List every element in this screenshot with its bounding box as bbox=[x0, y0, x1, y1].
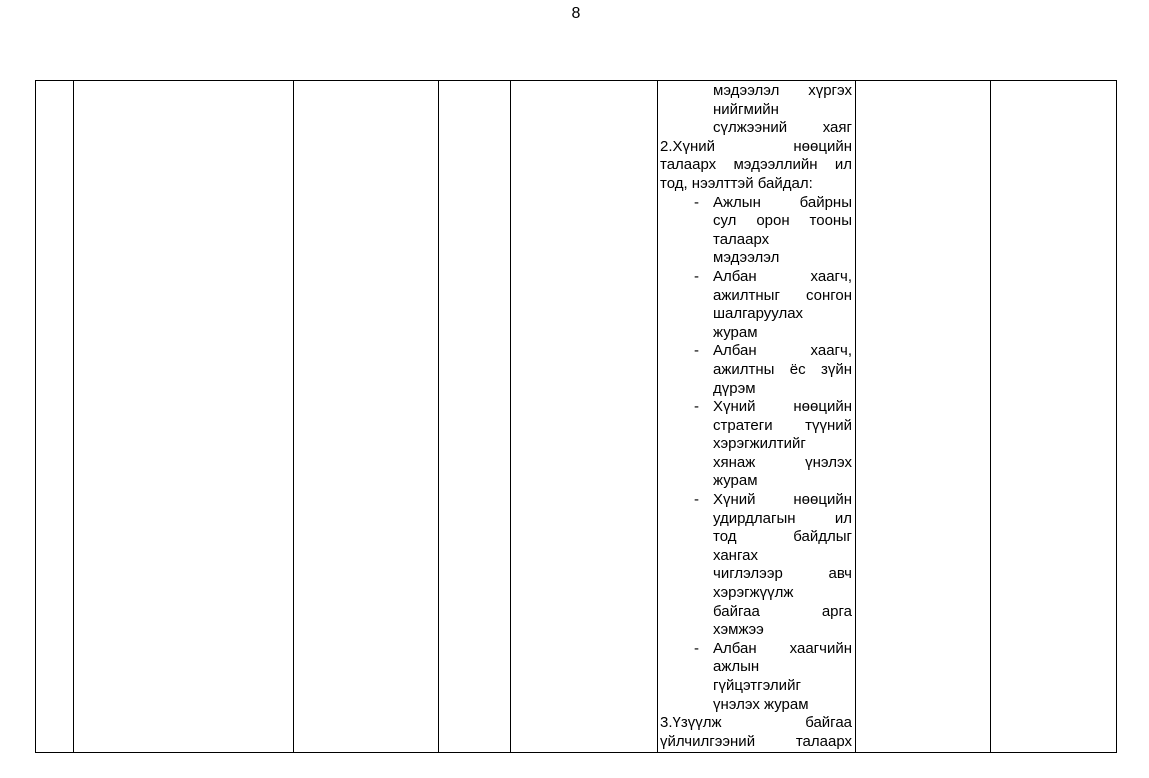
text-line: тод, нээлттэй байдал: bbox=[660, 174, 813, 192]
word: байдлыг bbox=[793, 528, 852, 546]
word: хүргэх bbox=[808, 82, 852, 99]
word: үнэлэх bbox=[805, 453, 852, 471]
word: сонгон bbox=[805, 286, 852, 304]
word: 3.Үзүүлж bbox=[660, 714, 722, 732]
word: хаагч, bbox=[810, 267, 852, 285]
word: талаарх bbox=[660, 156, 717, 174]
text-line bbox=[660, 733, 852, 752]
word: хаагчийн bbox=[789, 639, 852, 657]
word: ёс bbox=[789, 360, 806, 378]
text-line bbox=[660, 417, 852, 436]
word: мэдээлэл bbox=[713, 82, 780, 99]
text-line: шалгаруулах bbox=[713, 305, 804, 323]
text-line: дүрэм bbox=[713, 379, 756, 397]
text-line bbox=[660, 268, 852, 287]
text-line bbox=[660, 398, 852, 417]
bullet-dash: - bbox=[694, 267, 699, 285]
word: удирдлагын bbox=[713, 509, 796, 527]
text-line bbox=[660, 640, 852, 659]
word: Албан bbox=[713, 639, 757, 657]
text-line bbox=[660, 565, 852, 584]
text-line: үнэлэх журам bbox=[713, 695, 809, 713]
bullet-dash: - bbox=[694, 639, 699, 657]
word: сул bbox=[713, 212, 737, 230]
text-line bbox=[660, 287, 852, 306]
word: хаагч, bbox=[810, 342, 852, 360]
word: тод bbox=[713, 528, 737, 546]
word: сүлжээний bbox=[713, 119, 788, 137]
word: авч bbox=[828, 565, 852, 583]
word: Хүний bbox=[713, 398, 756, 416]
word: стратеги bbox=[713, 416, 773, 434]
table-cell-7 bbox=[856, 81, 991, 752]
text-line bbox=[660, 510, 852, 529]
word: байрны bbox=[799, 193, 852, 211]
table-cell-2 bbox=[74, 81, 294, 752]
table-cell-8 bbox=[991, 81, 1116, 752]
word: орон bbox=[756, 212, 790, 230]
word: ил bbox=[834, 156, 852, 174]
word: нөөцийн bbox=[793, 398, 852, 416]
content-cell bbox=[658, 81, 856, 752]
bullet-dash: - bbox=[694, 491, 699, 509]
word: 2.Хүний bbox=[660, 137, 716, 155]
text-line bbox=[660, 156, 852, 175]
word: үйлчилгээний bbox=[660, 732, 756, 750]
table-cell-5 bbox=[511, 81, 658, 752]
text-line: ажлын bbox=[713, 658, 760, 676]
word: ажилтны bbox=[713, 360, 775, 378]
text-line bbox=[660, 714, 852, 733]
word: ажилтныг bbox=[713, 286, 780, 304]
text-line: хэмжээ bbox=[713, 621, 764, 639]
document-table bbox=[35, 80, 1117, 753]
text-line bbox=[660, 603, 852, 622]
word: хаяг bbox=[822, 119, 852, 137]
text-line: журам bbox=[713, 323, 758, 341]
page-number: 8 bbox=[571, 5, 581, 22]
text-line bbox=[660, 528, 852, 547]
text-line bbox=[660, 138, 852, 157]
text-line: хангах bbox=[713, 546, 758, 564]
word: түүний bbox=[805, 416, 852, 434]
text-line bbox=[660, 194, 852, 213]
text-line: мэдээлэл bbox=[713, 249, 780, 267]
bullet-dash: - bbox=[694, 398, 699, 416]
word: байгаа bbox=[713, 602, 760, 620]
bullet-dash: - bbox=[694, 342, 699, 360]
word: Албан bbox=[713, 267, 757, 285]
word: ил bbox=[834, 509, 852, 527]
word: байгаа bbox=[805, 714, 852, 732]
text-line: хэрэгжилтийг bbox=[713, 435, 806, 453]
text-line bbox=[660, 119, 852, 138]
word: чиглэлээр bbox=[713, 565, 783, 583]
table-cell-4 bbox=[439, 81, 511, 752]
text-line: гүйцэтгэлийг bbox=[713, 677, 801, 694]
word: тооны bbox=[809, 212, 852, 230]
word: Хүний bbox=[713, 491, 756, 509]
word: арга bbox=[821, 602, 852, 620]
text-line bbox=[660, 342, 852, 361]
word: талаарх bbox=[795, 732, 852, 750]
text-line bbox=[660, 212, 852, 231]
word: мэдээллийн bbox=[733, 156, 818, 174]
text-line bbox=[660, 82, 852, 101]
text-line: талаарх bbox=[713, 230, 770, 248]
text-line bbox=[660, 491, 852, 510]
word: Ажлын bbox=[713, 193, 761, 211]
table-cell-1 bbox=[36, 81, 74, 752]
word: зүйн bbox=[820, 360, 852, 378]
word: хянаж bbox=[713, 453, 756, 471]
text-line: хэрэгжүүлж bbox=[713, 584, 794, 602]
text-line bbox=[660, 361, 852, 380]
word: нөөцийн bbox=[793, 491, 852, 509]
text-line: нийгмийн bbox=[713, 100, 779, 118]
word: Албан bbox=[713, 342, 757, 360]
text-line: журам bbox=[713, 472, 758, 490]
bullet-dash: - bbox=[694, 193, 699, 211]
text-line bbox=[660, 454, 852, 473]
word: нөөцийн bbox=[793, 137, 852, 155]
table-cell-3 bbox=[294, 81, 439, 752]
